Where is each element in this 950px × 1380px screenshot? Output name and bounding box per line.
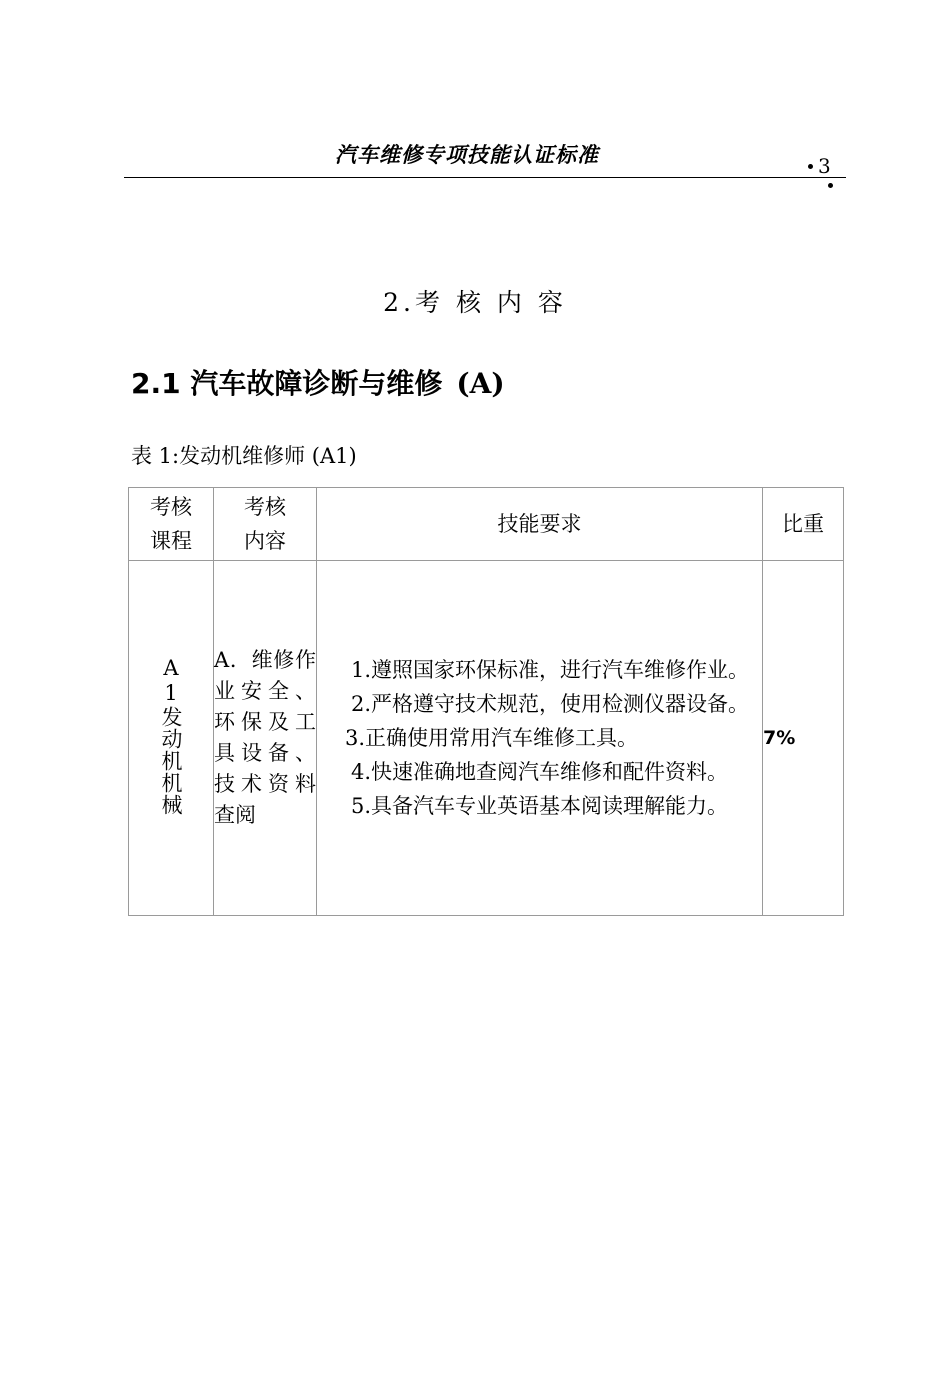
header-content-line1: 考核 [244,495,286,519]
table-caption: 表 1:发动机维修师 (A1) [131,444,357,468]
subsection-title: 汽车故障诊断与维修 [190,367,443,400]
header-content-line2: 内容 [244,529,286,553]
subsection-suffix: (A) [456,367,505,400]
skill-item-4: 4.快速准确地查阅汽车维修和配件资料。 [351,760,729,784]
content-main: A．维修作业安全、环保及工具设备、技术资料 [214,648,316,796]
page-number-value: 3 [818,154,831,178]
skill-item-3: 3.正确使用常用汽车维修工具。 [345,726,639,750]
subsection-heading [131,362,505,406]
page-number-dot-below [828,183,833,188]
subsection-number: 2.1 [131,367,181,400]
cell-weight: 7% [763,561,844,916]
running-header-title: 汽车维修专项技能认证标准 [335,143,599,167]
content-text [214,645,316,831]
cell-skills [317,561,763,916]
content-last-line: 查阅 [214,803,256,827]
table-row [129,561,844,916]
header-rule [124,177,846,178]
header-skills: 技能要求 [317,488,763,561]
table-header-row [129,488,844,561]
cell-content [214,561,317,916]
cell-course [129,561,214,916]
header-course-line1: 考核 [150,495,192,519]
header-weight: 比重 [763,488,844,561]
course-name: A1发动机机械 [159,655,183,816]
page-number [818,153,831,179]
skill-item-5: 5.具备汽车专业英语基本阅读理解能力。 [351,794,729,818]
skills-table [128,487,844,916]
header-course [129,488,214,561]
page-number-dot-left [808,164,813,169]
header-course-line2: 课程 [150,529,192,553]
header-content [214,488,317,561]
section-heading: 2.考 核 内 容 [383,288,567,317]
skill-item-1: 1.遵照国家环保标准，进行汽车维修作业。 [351,658,750,682]
skill-item-2: 2.严格遵守技术规范，使用检测仪器设备。 [351,692,750,716]
